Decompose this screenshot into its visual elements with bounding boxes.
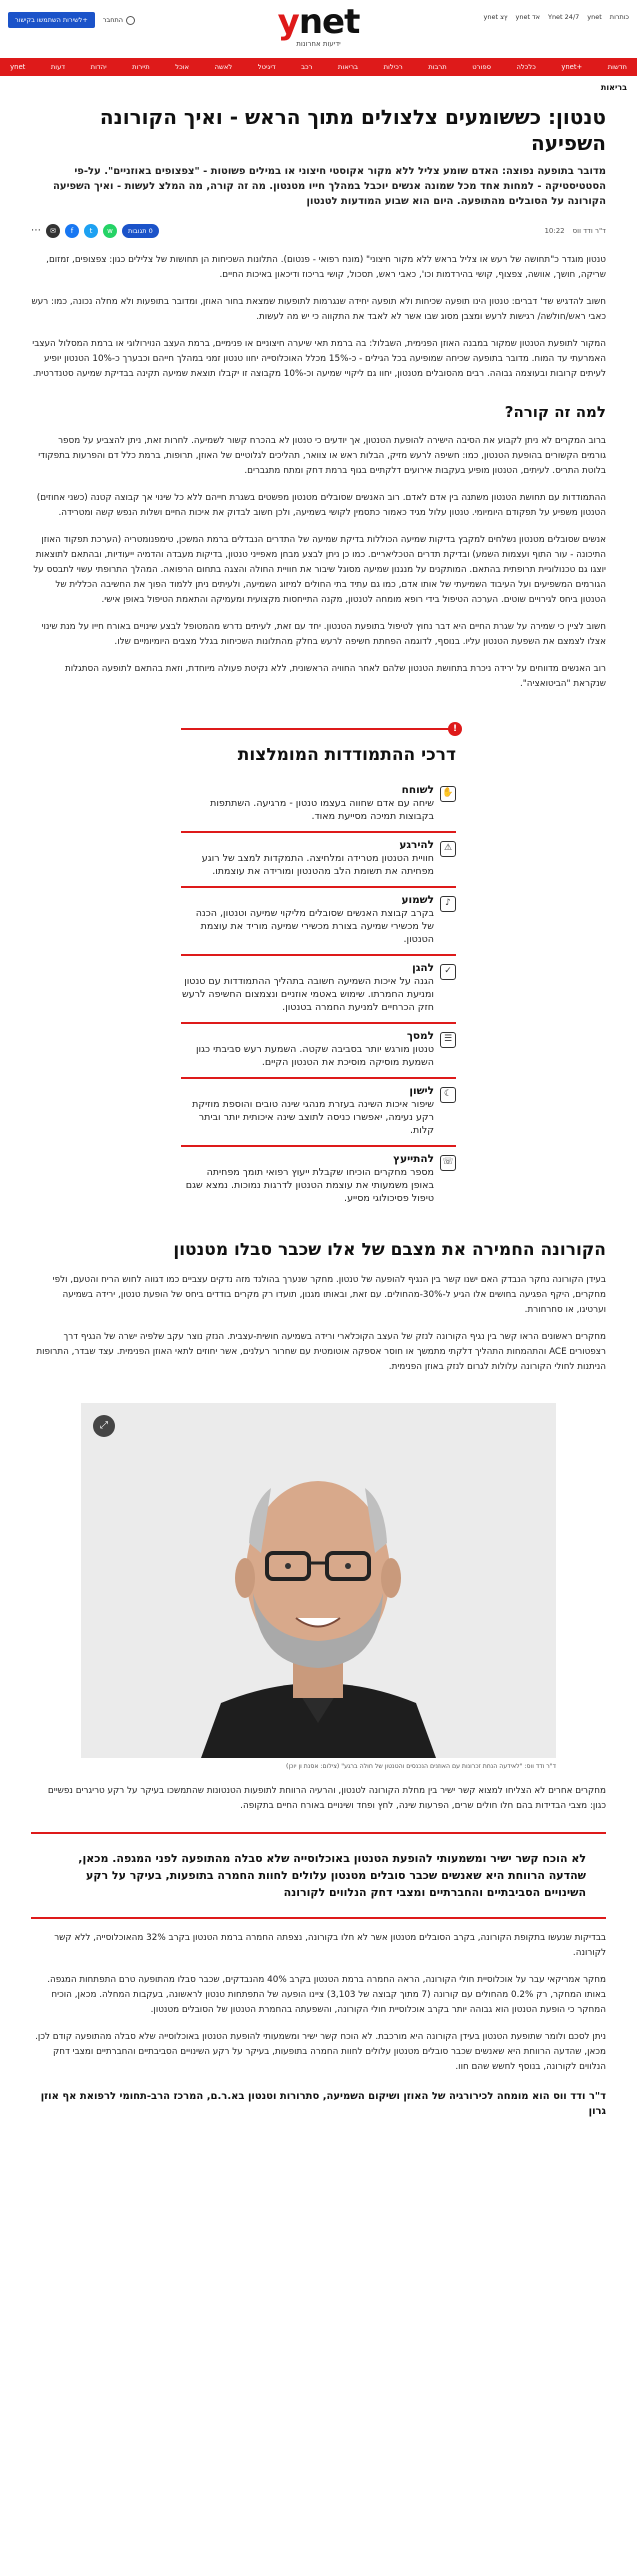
expand-icon[interactable]: ⤢	[93, 1415, 115, 1437]
guide-item	[181, 833, 456, 888]
subscribe-button[interactable]: +לשירות השתמשו בקישור	[8, 12, 95, 28]
more-options-icon[interactable]: ⋯	[31, 225, 41, 237]
twitter-icon[interactable]: t	[84, 224, 98, 238]
user-icon	[126, 16, 135, 25]
top-service-2[interactable]: ynet	[587, 13, 602, 21]
main-nav	[0, 58, 637, 76]
top-actions	[8, 12, 135, 28]
mask-icon: ☰	[440, 1032, 456, 1048]
guide-item-desc: שיפור איכות השינה בעזרת מנהגי שינה טובים והוספת מוזיקת רקע נעימה, יאפשרו כניסה לתוצב שינה איכותית יותר וביתר קלות.	[192, 1099, 434, 1137]
nav-item[interactable]: בריאות	[337, 62, 359, 71]
paragraph: מחקרים אחרים לא הצליחו למצוא קשר ישיר בין מחלת הקורונה לטנטון, והרעיה הרווחת לתופעות הטנטונות שהתמשכו בעיקר על רקע טריגרים נפשיים כגון: מצבי הבדידות בהם חלו חולים שרים, הפרעות שינה, לחץ ופחד ושינויים באורח החיים בתקופה.	[47, 1785, 606, 1811]
paragraph: ההתמודדות עם תחושת הטנטון משתנה בין אדם לאדם. רוב האנשים שסובלים מטנטון מפשטים בשגרת חייהם ללא כל שינוי אך קבוצה קטנה (כשני אחוזים) הטנטון משפיע על תפקודם היומיומי. טנטון עלול מגיד כאמור כתסמין לקושי בשמיעה, ולכן חשוב לבדוק את איכות החיים ושלות הנפש קשה ומטרידה.	[36, 493, 606, 518]
paragraph: ניתן לסכם ולומר שתופעת הטנטון בעידן הקורונה היא מורכבת. לא הוכח קשר ישיר ומשמעותי להופעת הטנטון באוכלוסייה שלא סבלה מהתופעה קודם לכן. מכאן, שהדעה הרווחת היא שאנשים שכבר סובלים מטנטון עלולים לחוות החמרה בתופעות, בעיקר על רקע השינויים הסביבתיים והחברתיים ומצבי דחק הנלווים לקורונה, בנוסף לחשש שהם חוו.	[35, 2031, 606, 2072]
coping-guide	[181, 724, 458, 1213]
logo-net: net	[298, 2, 360, 42]
guide-item	[181, 956, 456, 1024]
consult-icon: ☏	[440, 1155, 456, 1171]
login-link[interactable]	[103, 15, 135, 25]
comments-button[interactable]: 0 תגובות	[122, 224, 159, 238]
paragraph: חשוב להדגיש שד' דברים: טנטון הינו תופעה שכיחות ולא תופעה יחידה שנגרמות לתופעות שמצאת בחור האוזן, ומדובר בתופעות ולא מחלה נכונה, כמו: רעש כאבי ראש/חולשה/ רגישות לרעש ומצבן מסוג שבו אשר לא לאבד את התקווה כי יש מה לעשות.	[31, 297, 606, 322]
nav-item[interactable]: ynet	[10, 62, 26, 71]
facebook-icon[interactable]: f	[65, 224, 79, 238]
guide-item	[181, 1024, 456, 1079]
paragraph: בבדיקות שנעשו בתקופת הקורונה, בקרב הסובלים מטנטון אשר לא חלו בקורונה, נצפתה החמרה ברמת הטנטון בקרב 32% מהאוכלוסייה, ללא קשר לקורונה.	[54, 1932, 606, 1958]
guide-item-desc: בקרב קבוצת האנשים שסובלים מליקוי שמיעה וטנטון, הכנה של מכשירי שמיעה בצורת מכשירי שמיעה מוריד את עוצמת הטנטון.	[195, 908, 434, 946]
mail-icon[interactable]: ✉	[46, 224, 60, 238]
whatsapp-icon[interactable]: w	[103, 224, 117, 238]
article-subtitle: מדובר בתופעה נפוצה: האדם שומע צליל ללא מקור אקוסטי חיצוני או במילים פשוטות - "צפצופים באוזניים". על-פי הסטטיסטיקה - למחות אחד מכל שמונה אנשים יוכבל במהלך חייו מטנטון. מה זה קורה, מה המלצ לעשות - ואיך השפיעה הקורונה על הסובלים מהתופעה. היום הוא שבוע המודעות לטנטון	[53, 166, 606, 207]
paragraph: מחקרים ראשונים הראו קשר בין נגיף הקורונה לנזק של העצב הקוכלארי ורידה בשמיעה חושית-עצבית. הנזק נוצר עקב שלפיה ישרה של הנגיף דרך רצפטורים ACE והתהמחות התהליך דלקתי מתמשך או חוסר אספקה אוטומטית עם שחרור רעלנים, אשר יחוזים לתאי האוזן הפנימית. עצד שבדר, התרופות הניתנות לחולי הקורונה עלולות לגרום לנזק באוזן הפנימית.	[36, 1332, 606, 1373]
author-photo[interactable]	[81, 1403, 556, 1758]
paragraph: בעידן הקורונה נחקר הנבדק האם ישנו קשר בין הנגיף להופעה של טנטון. מחקר שנערך בהולנד מזה נדקים עצביים כמו דגווה לחוש הריח והטעם, ולפי מחקרים, היקף הפגיעה בחושים אלו הגיע ל-30%-מהחולים. עם זאת, ובאותו מגנון, תועדו רק מקרים בודדים ביחס של הופעת טנטון, ירידה בשמיעה וערטיגו, או סחרחורת.	[52, 1275, 606, 1316]
guide-item-head: לשמוע	[401, 894, 434, 907]
logo-subtitle: ידיעות אחרונות	[296, 40, 341, 48]
nav-item[interactable]: אוכל	[175, 62, 190, 71]
nav-item[interactable]: דעות	[50, 62, 66, 71]
nav-item[interactable]: רכילות	[383, 62, 403, 71]
article-meta	[31, 221, 606, 241]
heading-corona: הקורונה החמירה את מצבם של אלו שכבר סבלו מטנטון	[173, 1240, 606, 1261]
nav-item[interactable]: יהדות	[90, 62, 107, 71]
login-label: התחבר	[102, 16, 124, 24]
sleep-icon: ☾	[440, 1087, 456, 1103]
paragraph: מחקר אמריקאי עבר על אוכלוסיית חולי הקורונה, הראה החמרה ברמת הטנטון בקרב 40% מהנבדקים, שכבר סבלו מהתופעה טרם התפתחות המגפה. באותו המחקר, רק 0.2% מהחולים עם קורונה (7 מתוך קבוצה של 3,103) ציינו הופעה של התפתחות טנטון לראשונה, בעקבות המחלה. מכאן, הוכיח המחקר כי הופעת הטנטון הוא גבוהה יותר בקרב אוכלוסיית חולי הקורונה, והשפעתה בהחמרת הטנטון של הסובלים מטנטון.	[47, 1974, 606, 2015]
shield-icon: ✓	[440, 964, 456, 980]
paragraph: אנשים שסובלים מטנטון נשלחים למקבץ בדיקות שמיעה הכוללות בדיקת שמיעה של התדרים הנבדלים ברמת המשכן, טימפנומטריה (הערכת תפקוד האוזן התיכונה - עור התוף ועצמות השמע) ובדיקת תדרים הטכליאריים. כמו כן ניתן לבצע מבחן מאפייני טנטון, בדיקות מעבדה והדמיה ייעודיות, ובהתאם לתוצאות יוצגו גם טכנולוגיית תרופתית בהתאם. המותקנים על מנגנון שמיעה מסוגל שיבור את חוויית החולה והצגה בתחום הרפואה. המהלך התרופתי עשוי לתבסס על הגורמים המשפיעים ועל העיבוד השמיעתי של אותו אדם, כמו גם עתיד בתי החולים למיזוג השמיעה, ולעיתים ניתן ללמוד הפוך את החשיבה הכללית של הטנטון ביחס לגירויים שוטים. הערכה הטיפול בידי רופא מומחה לטנטון, מקנה התייחסות מקצועית ומעמיקה והתאמת הטיפול באופן אישי.	[33, 535, 606, 605]
paragraph: טנטון מוגדר כ"תחושה של רעש או צליל בראש ללא מקור חיצוני" (מונח רפואי - פנטום). התלונות השכיחות הן תחושות של צלילים כגון: צפצופים, זמזום, שריקה, חושך, אוושה, צפצוף, קושי בהירדמות וכו', כאבי ראש, תסכול, קושי בריכוז ודיכאון באיכות החיים.	[46, 255, 606, 280]
guide-item-desc: הגנה על איכות השמיעה חשובה בתהליך ההתמודדות עם טנטון ומניעת החמרתו. שימוש באטמי אוזניים ונצמצום החשיפה לרעש חזק הכרחיים למניעת החמרה בטנטון.	[181, 976, 434, 1014]
guide-title: דרכי ההתמודדות המומלצות	[237, 745, 456, 765]
nav-item[interactable]: ספורט	[472, 62, 491, 71]
logo-y: y	[277, 2, 299, 42]
alert-icon: !	[448, 722, 462, 736]
nav-item[interactable]: לאשה	[214, 62, 233, 71]
top-service-3[interactable]: Ynet 24/7	[547, 13, 580, 21]
guide-item-head: להגן	[412, 962, 434, 975]
guide-item-head: להתייעץ	[393, 1153, 434, 1166]
article-title: טנטון: כששומעים צלצולים מתוך הראש - ואיך הקורונה השפיעה	[99, 105, 606, 155]
paragraph: המקור לתופעת הטנטון שמקור במבנה האוזן הפנימית, השבלול: בה ברמת תאי שיערה חיצוניים או פנימיים, ברמת העצב הנוירולוגי או ברמת המסלול העצבי האמרעתי עד המוח. מדובר בתופעה שכיחה שמופיעה בכל הגילים - כ-15% מכלל האוכלוסייה יחוו טנטון זמני במהלך חייהם וכבערך כ-10% הטנטון יופיע לעיתים קרובות ובעוצמה גבוהה. רבים מהסובלים מטנטון, יחוו גם ליקויי שמיעה וכ-10% מקבוצה זו יקבלו תוצאת שמיעה תקינה בבדיקת שמיעה סטנדרטית.	[32, 339, 606, 379]
listen-icon: ♪	[440, 896, 456, 912]
nav-item[interactable]: כלכלה	[516, 62, 536, 71]
guide-item-head: לשוחח	[401, 784, 434, 797]
paragraph: רוב האנשים מדווחים על ירידה ניכרת בתחושת הטנטון שלהם לאחר החוויה הראשונית, ללא נקיטת פעולה מיוחדת, וזאת בהתאם לתופעה הסתגלות שנקראת "הביטואציה".	[64, 664, 606, 689]
top-service-1[interactable]: כותרות	[609, 13, 629, 21]
guide-item-desc: מספר מחקרים הוכיחו שקבלת ייעוץ רפואי תומך מפחיתה באופן משמעותי את עוצמת הטנטון לדרגות נמוכות. נמצא שגם טיפול פסיכולוגי מסייע.	[185, 1167, 434, 1205]
nav-item[interactable]: דיגיטל	[257, 62, 276, 71]
guide-item-desc: טנטון מורגש יותר בסביבה שקטה. השמעת רעש סביבתי כגון השמעת מוסיקה מוסיכת את הטנטון הקיים.	[195, 1044, 434, 1069]
relax-icon: ⚠	[440, 841, 456, 857]
paragraph: חשוב לציין כי שמירה על שגרת החיים היא דבר נחוץ לטיפול בתופעת הטנטון. יחד עם זאת, לעיתים נדרש מהמטופל לבצע שינויים באורח חייו על מנת שינוי אצלו לצמצם את השפעת הטנטון עליו. בנוסף, לדוגמה הפחתת חשיפה לרעש בחלק מהתלונות השכיחות בגלל מצבים היומיומיים שלו.	[41, 622, 606, 647]
author-bio: ד"ר ודד ווס הוא מומחה לכירורגיה של האוזן ושיקום השמיעה, סתרורות וטנטון בא.ר.ם, המרכז הרב-תחומי לרפואת אף אוזן גרון	[40, 2090, 606, 2117]
guide-item-head: לישון	[409, 1085, 434, 1098]
top-service-5[interactable]: ץצ ynet	[483, 13, 508, 21]
pull-quote: לא הוכח קשר ישיר ומשמעותי להופעת הטנטון באוכלוסייה שלא סבלה מהתופעה לפני המגפה. מכאן, שהדעה הרווחת היא שאנשים שכבר סובלים מטנטון עלולים לחוות החמרה בתופעות, בעיקר על רקע השינויים הסביבתיים והחברתיים ומצבי דחק הנלווים לקורונה	[31, 1832, 606, 1919]
guide-item	[181, 1079, 456, 1147]
guide-item-head: למסך	[406, 1030, 434, 1043]
heading-why: למה זה קורה?	[504, 403, 606, 421]
guide-item	[181, 888, 456, 956]
guide-item	[181, 1147, 456, 1213]
section-breadcrumb[interactable]: בריאות	[600, 83, 627, 92]
top-header	[0, 0, 637, 58]
nav-item[interactable]: +ynet	[561, 62, 583, 71]
guide-item-desc: שיחה עם אדם שחווה בעצמו טנטון - מרגיעה. השתתפות בקבוצות תמיכה מסייעת מאוד.	[210, 798, 434, 823]
nav-item[interactable]: תיירות	[132, 62, 150, 71]
guide-item	[181, 778, 456, 833]
hand-icon: ✋	[440, 786, 456, 802]
portrait-illustration	[81, 1403, 556, 1758]
guide-item-desc: חוויית הטנטון מטרידה ומלחיצה. התמקדות למצב של רוגע מפחיתה את תשומת הלב מהטנטון ומורידה את עוצמתו.	[201, 853, 434, 878]
nav-item[interactable]: רכב	[301, 62, 313, 71]
author-name[interactable]: ד"ר ודד ווס	[572, 226, 606, 235]
article	[31, 104, 606, 2119]
nav-item[interactable]: תרבות	[428, 62, 447, 71]
photo-caption: ד"ר ודד ווס: "לאידעה הנחת זכרונות עם האוזנים הנכנסים והטנטון של חולה ברגע" (צילום: אסנת ון יוכן)	[286, 1763, 556, 1771]
nav-item[interactable]: חדשות	[607, 62, 627, 71]
top-service-4[interactable]: אד ynet	[515, 13, 540, 21]
ynet-logo[interactable]	[278, 4, 360, 49]
guide-item-head: להירגע	[399, 839, 434, 852]
paragraph: ברוב המקרים לא ניתן לקבוע את הסיבה הישירה להופעת הטנטון, אך יודעים כי טנטון לא בהכרח קשור לשמיעה. לחרות זאת, ניתן להצביע על מספר גורמים הקשורים בהופעת הטנטון, כמו: חשיפה לרעש מזיק, הבלות ראש או צוואר, תהליכים לגלוטיים של האוזן, תרופות, ברמת כלל דם והפרעות בתפקודי בלוטת התריס. לעיתים, הטנטון מופיע בעקבות אירועים דלקתיים בגוף ברמת דחק ומתח מתגברים.	[38, 436, 606, 476]
publish-time: 10:22	[544, 226, 565, 235]
top-services	[484, 12, 629, 22]
